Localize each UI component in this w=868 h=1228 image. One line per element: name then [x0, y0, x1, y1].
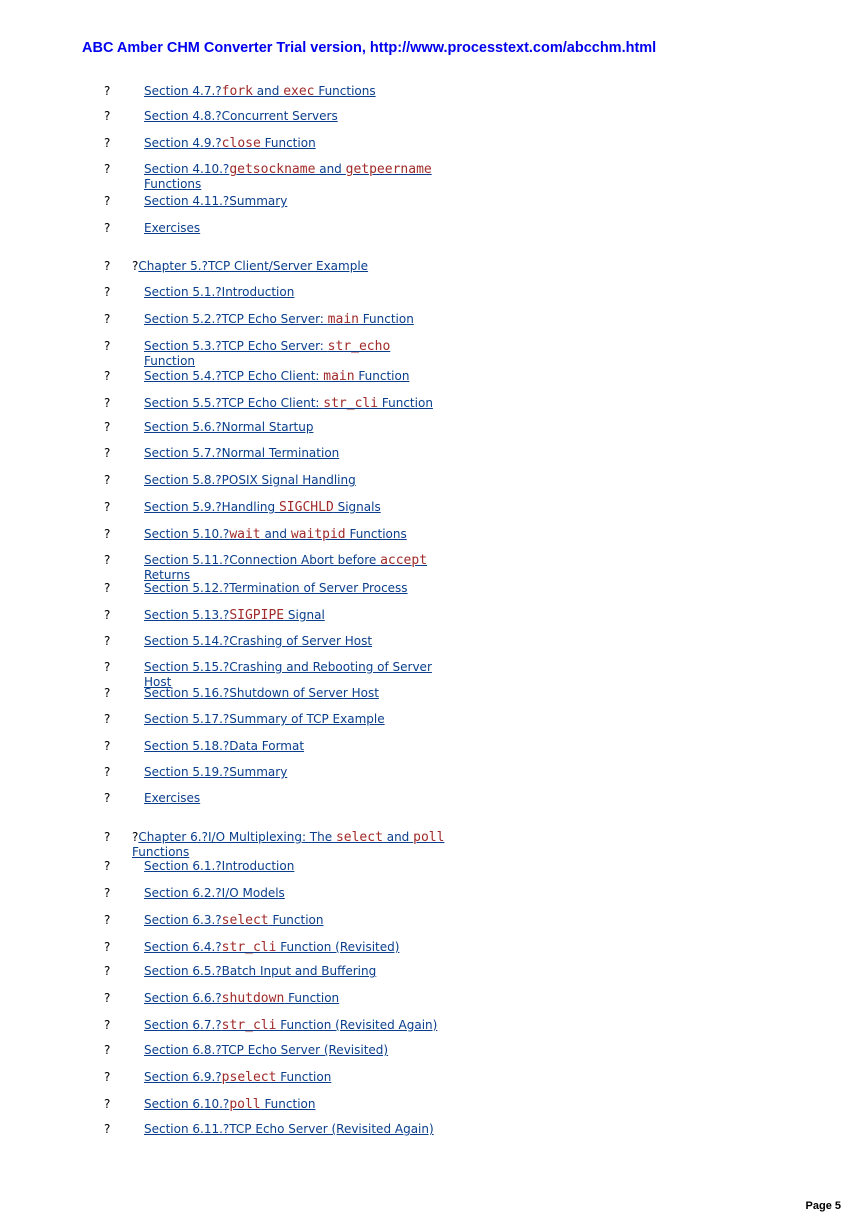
toc-section-row: [0, 608, 868, 628]
link-text: Signal: [284, 608, 325, 622]
toc-entry: [132, 830, 462, 860]
toc-entry: [144, 859, 444, 874]
link-text: Section 5.12.?Termination of Server Process: [144, 581, 408, 595]
toc-entry: [144, 791, 444, 806]
toc-section-row: [0, 886, 868, 906]
toc-entry: [144, 136, 444, 151]
code-term: SIGCHLD: [278, 500, 334, 515]
link-text: Section 6.6.?: [144, 991, 222, 1005]
code-term: exec: [283, 84, 315, 99]
toc-section-row: [0, 1043, 868, 1063]
toc-entry: [144, 221, 444, 236]
link-text: Section 6.3.?: [144, 913, 222, 927]
link-text: Chapter 5.?TCP Client/Server Example: [138, 259, 369, 273]
toc-entry: [144, 285, 444, 300]
link-text: Section 5.13.?: [144, 608, 230, 622]
link-text: Returns: [144, 568, 191, 582]
bullet-marker: ?: [104, 739, 111, 753]
toc-section-row: [0, 991, 868, 1011]
code-term: str_echo: [327, 339, 391, 354]
section-link[interactable]: [144, 285, 294, 299]
bullet-marker: ?: [104, 1018, 111, 1032]
toc-section-row: [0, 420, 868, 440]
code-term: getpeername: [345, 162, 432, 177]
toc-entry: [144, 765, 444, 780]
link-text: Section 5.17.?Summary of TCP Example: [144, 712, 385, 726]
section-link[interactable]: [144, 859, 294, 873]
section-link[interactable]: [144, 1122, 434, 1136]
section-link[interactable]: [144, 686, 379, 700]
link-text: Section 5.4.?TCP Echo Client:: [144, 369, 324, 383]
toc-section-row: [0, 859, 868, 879]
link-text: Chapter 6.?I/O Multiplexing: The: [138, 830, 336, 844]
chapter-link[interactable]: [138, 259, 368, 273]
bullet-marker: ?: [104, 581, 111, 595]
code-term: fork: [221, 84, 253, 99]
link-text: Section 5.6.?Normal Startup: [144, 420, 314, 434]
code-term: SIGPIPE: [229, 608, 285, 623]
link-text: Section 6.5.?Batch Input and Buffering: [144, 964, 377, 978]
link-text: Exercises: [144, 221, 201, 235]
bullet-marker: ?: [104, 259, 111, 273]
toc-entry: [144, 473, 444, 488]
toc-entry: [144, 396, 444, 411]
toc-section-row: [0, 312, 868, 332]
section-link[interactable]: [144, 1070, 331, 1084]
bullet-marker: ?: [104, 285, 111, 299]
bullet-marker: ?: [104, 84, 111, 98]
section-link[interactable]: [144, 473, 356, 487]
link-text: Section 5.8.?POSIX Signal Handling: [144, 473, 356, 487]
toc-section-row: [0, 396, 868, 416]
toc-entry: [144, 162, 444, 192]
bullet-marker: ?: [104, 886, 111, 900]
toc-section-row: [0, 136, 868, 156]
link-text: Function: [276, 1070, 332, 1084]
toc-entry: [144, 84, 444, 99]
toc-chapter-row: [0, 259, 868, 279]
link-text: Function: [284, 991, 340, 1005]
section-link[interactable]: [144, 634, 372, 648]
toc-section-row: [0, 162, 868, 191]
toc-entry: [144, 1043, 444, 1058]
section-link[interactable]: [144, 339, 390, 368]
bullet-marker: ?: [104, 339, 111, 353]
toc-section-row: [0, 446, 868, 466]
toc-section-row: [0, 913, 868, 933]
toc-section-row: [0, 285, 868, 305]
toc-section-row: [0, 109, 868, 129]
link-text: Section 6.8.?TCP Echo Server (Revisited): [144, 1043, 389, 1057]
section-link[interactable]: [144, 739, 304, 753]
toc-section-row: [0, 739, 868, 759]
code-term: str_cli: [221, 1018, 277, 1033]
toc-section-row: [0, 1070, 868, 1090]
toc-section-row: [0, 553, 868, 582]
link-text: and: [260, 527, 291, 541]
link-text: and: [382, 830, 414, 844]
section-link[interactable]: [144, 312, 414, 326]
bullet-marker: ?: [104, 940, 111, 954]
link-text: Section 5.10.?: [144, 527, 230, 541]
bullet-marker: ?: [104, 991, 111, 1005]
toc-entry: [144, 634, 444, 649]
section-link[interactable]: [144, 446, 339, 460]
toc-entry: [144, 686, 444, 701]
bullet-marker: ?: [104, 312, 111, 326]
link-text: Functions: [144, 177, 202, 191]
toc-entry: [144, 581, 444, 596]
section-link[interactable]: [144, 396, 433, 410]
bullet-marker: ?: [104, 446, 111, 460]
toc-section-row: [0, 500, 868, 520]
section-link[interactable]: [144, 765, 287, 779]
link-text: Section 4.9.?: [144, 136, 222, 150]
code-term: select: [221, 913, 269, 928]
toc-section-row: [0, 712, 868, 732]
bullet-marker: ?: [104, 964, 111, 978]
code-term: accept: [380, 553, 428, 568]
toc-entry: [132, 259, 462, 274]
link-text: Section 5.3.?TCP Echo Server:: [144, 339, 328, 353]
code-term: poll: [229, 1097, 261, 1112]
link-text: Section 4.11.?Summary: [144, 194, 288, 208]
section-link[interactable]: [144, 221, 200, 235]
toc-section-row: [0, 1122, 868, 1142]
bullet-marker: ?: [104, 1097, 111, 1111]
code-term: close: [221, 136, 261, 151]
toc-entry: [144, 527, 444, 542]
toc-entry: [144, 553, 444, 583]
toc-entry: [144, 608, 444, 623]
bullet-marker: ?: [104, 791, 111, 805]
section-link[interactable]: [144, 1097, 315, 1111]
code-term: waitpid: [290, 527, 346, 542]
toc-entry: [144, 964, 444, 979]
toc-entry: [144, 1018, 444, 1033]
section-link[interactable]: [144, 964, 376, 978]
link-text: Section 5.5.?TCP Echo Client:: [144, 396, 324, 410]
link-text: Section 6.7.?: [144, 1018, 222, 1032]
toc-section-row: [0, 791, 868, 811]
link-text: Section 5.16.?Shutdown of Server Host: [144, 686, 379, 700]
section-link[interactable]: [144, 194, 287, 208]
toc-section-row: [0, 686, 868, 706]
toc-entry: [144, 991, 444, 1006]
link-text: Section 4.8.?Concurrent Servers: [144, 109, 338, 123]
bullet-marker: ?: [104, 634, 111, 648]
link-text: Function: [144, 354, 196, 368]
link-text: Function: [260, 136, 316, 150]
link-text: Section 5.15.?Crashing and Rebooting of Server Host: [144, 660, 432, 689]
section-link[interactable]: [144, 420, 313, 434]
toc-section-row: [0, 194, 868, 214]
toc-entry: [144, 1070, 444, 1085]
toc-entry: [144, 712, 444, 727]
link-text: Section 4.10.?: [144, 162, 230, 176]
link-text: Section 5.18.?Data Format: [144, 739, 305, 753]
link-text: Function: [358, 312, 414, 326]
toc-entry: [144, 446, 444, 461]
link-text: Signals: [333, 500, 381, 514]
toc-entry: [144, 739, 444, 754]
section-link[interactable]: [144, 109, 338, 123]
link-text: and: [315, 162, 346, 176]
trial-banner: ABC Amber CHM Converter Trial version, http://www.processtext.com/abcchm.html: [82, 40, 657, 56]
link-text: Section 5.7.?Normal Termination: [144, 446, 340, 460]
section-link[interactable]: [144, 500, 381, 514]
section-link[interactable]: [144, 136, 316, 150]
bullet-marker: ?: [104, 712, 111, 726]
link-text: Functions: [132, 845, 190, 859]
section-link[interactable]: [144, 162, 432, 191]
chapter-link[interactable]: [132, 830, 444, 859]
bullet-marker: ?: [104, 500, 111, 514]
toc-entry: [144, 500, 444, 515]
bullet-marker: ?: [104, 1122, 111, 1136]
link-text: Section 6.2.?I/O Models: [144, 886, 285, 900]
code-term: select: [335, 830, 383, 845]
section-link[interactable]: [144, 1043, 388, 1057]
toc-chapter-row: [0, 830, 868, 859]
section-link[interactable]: [144, 84, 376, 98]
chapter-prefix: ?: [132, 259, 139, 273]
toc-entry: [144, 109, 444, 124]
section-link[interactable]: [144, 660, 432, 689]
toc-entry: [144, 1122, 444, 1137]
bullet-marker: ?: [104, 1070, 111, 1084]
bullet-marker: ?: [104, 527, 111, 541]
section-link[interactable]: [144, 553, 427, 582]
link-text: Section 5.2.?TCP Echo Server:: [144, 312, 328, 326]
toc-entry: [144, 940, 444, 955]
section-link[interactable]: [144, 940, 399, 954]
code-term: poll: [413, 830, 445, 845]
code-term: main: [327, 312, 359, 327]
toc-entry: [144, 312, 444, 327]
toc-section-row: [0, 339, 868, 368]
code-term: wait: [229, 527, 261, 542]
link-text: Section 4.7.?: [144, 84, 222, 98]
section-link[interactable]: [144, 581, 408, 595]
section-link[interactable]: [144, 712, 385, 726]
toc-section-row: [0, 634, 868, 654]
toc-section-row: [0, 473, 868, 493]
bullet-marker: ?: [104, 913, 111, 927]
toc-section-row: [0, 527, 868, 547]
code-term: str_cli: [323, 396, 379, 411]
toc-section-row: [0, 964, 868, 984]
toc-section-row: [0, 369, 868, 389]
section-link[interactable]: [144, 886, 285, 900]
link-text: Section 6.1.?Introduction: [144, 859, 295, 873]
link-text: Function: [378, 396, 433, 410]
bullet-marker: ?: [104, 830, 111, 844]
link-text: Function (Revisited Again): [276, 1018, 438, 1032]
section-link[interactable]: [144, 608, 325, 622]
bullet-marker: ?: [104, 686, 111, 700]
link-text: Section 5.9.?Handling: [144, 500, 279, 514]
link-text: Section 6.4.?: [144, 940, 222, 954]
link-text: Section 5.19.?Summary: [144, 765, 288, 779]
bullet-marker: ?: [104, 473, 111, 487]
chapter-prefix: ?: [132, 830, 139, 844]
bullet-marker: ?: [104, 109, 111, 123]
toc-entry: [144, 1097, 444, 1112]
toc-section-row: [0, 581, 868, 601]
link-text: Section 6.11.?TCP Echo Server (Revisited Again): [144, 1122, 434, 1136]
toc-section-row: [0, 660, 868, 689]
toc-entry: [144, 369, 444, 384]
bullet-marker: ?: [104, 194, 111, 208]
section-link[interactable]: [144, 369, 409, 383]
toc-entry: [144, 339, 444, 369]
bullet-marker: ?: [104, 420, 111, 434]
bullet-marker: ?: [104, 608, 111, 622]
link-text: Functions: [345, 527, 407, 541]
toc-section-row: [0, 765, 868, 785]
toc-entry: [144, 886, 444, 901]
toc-section-row: [0, 940, 868, 960]
bullet-marker: ?: [104, 660, 111, 674]
section-link[interactable]: [144, 913, 324, 927]
toc-entry: [144, 194, 444, 209]
toc-entry: [144, 420, 444, 435]
bullet-marker: ?: [104, 553, 111, 567]
bullet-marker: ?: [104, 859, 111, 873]
toc-section-row: [0, 1018, 868, 1038]
section-link[interactable]: [144, 791, 200, 805]
section-link[interactable]: [144, 991, 339, 1005]
link-text: Function (Revisited): [276, 940, 400, 954]
bullet-marker: ?: [104, 765, 111, 779]
link-text: Section 6.10.?: [144, 1097, 230, 1111]
link-text: Exercises: [144, 791, 201, 805]
section-link[interactable]: [144, 527, 407, 541]
bullet-marker: ?: [104, 1043, 111, 1057]
page-number: Page 5: [805, 1200, 841, 1212]
link-text: Function: [260, 1097, 316, 1111]
link-text: Section 5.11.?Connection Abort before: [144, 553, 381, 567]
link-text: Functions: [314, 84, 376, 98]
toc-section-row: [0, 221, 868, 241]
link-text: and: [252, 84, 284, 98]
link-text: Section 5.14.?Crashing of Server Host: [144, 634, 373, 648]
code-term: pselect: [221, 1070, 277, 1085]
bullet-marker: ?: [104, 136, 111, 150]
bullet-marker: ?: [104, 221, 111, 235]
code-term: main: [323, 369, 355, 384]
code-term: shutdown: [221, 991, 285, 1006]
bullet-marker: ?: [104, 369, 111, 383]
toc-section-row: [0, 1097, 868, 1117]
link-text: Section 5.1.?Introduction: [144, 285, 295, 299]
code-term: str_cli: [221, 940, 277, 955]
link-text: Function: [354, 369, 410, 383]
toc-section-row: [0, 84, 868, 104]
toc-entry: [144, 913, 444, 928]
section-link[interactable]: [144, 1018, 437, 1032]
bullet-marker: ?: [104, 162, 111, 176]
bullet-marker: ?: [104, 396, 111, 410]
link-text: Function: [268, 913, 324, 927]
code-term: getsockname: [229, 162, 316, 177]
link-text: Section 6.9.?: [144, 1070, 222, 1084]
